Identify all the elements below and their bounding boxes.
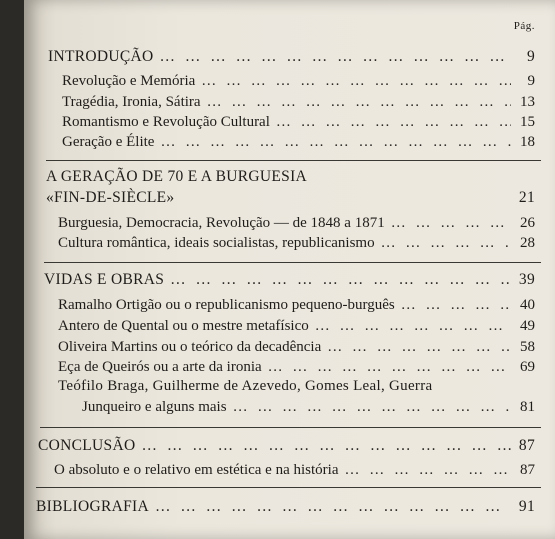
toc-entry-title: CONCLUSÃO <box>38 437 136 454</box>
toc-subentry-page: 69 <box>520 359 535 375</box>
toc-subentry-label: Revolução e Memória <box>62 73 196 89</box>
toc-subentry[interactable] <box>62 113 535 131</box>
leader-dots <box>170 271 511 289</box>
toc-subentry-label: Oliveira Martins ou o teórico da decadência <box>58 339 322 355</box>
toc-subentry-label: Burguesia, Democracia, Revolução — de 1848 a 1871 <box>58 215 385 231</box>
toc-subentry[interactable] <box>58 214 535 232</box>
toc-entry-conclusao[interactable] <box>38 437 535 455</box>
toc-subentry[interactable] <box>58 358 535 376</box>
toc-subentry-page: 87 <box>520 462 535 478</box>
leader-dots <box>160 133 511 151</box>
leader-dots <box>345 461 512 479</box>
leader-dots <box>391 214 511 232</box>
toc-entry-page: 87 <box>518 437 535 454</box>
leader-dots <box>381 234 511 252</box>
toc-entry-vidas[interactable] <box>44 271 535 289</box>
toc-entry-bibliografia[interactable] <box>36 498 535 516</box>
leader-dots <box>201 72 511 90</box>
toc-subentry-page: 18 <box>520 134 535 150</box>
toc-entry-introducao[interactable] <box>48 48 535 66</box>
toc-subentry-label: Junqueiro e alguns mais <box>82 399 227 415</box>
toc-subentry-label: O absoluto e o relativo em estética e na história <box>54 462 339 478</box>
leader-dots <box>268 358 511 376</box>
toc-subentry[interactable] <box>82 398 535 416</box>
toc-entry-title: INTRODUÇÃO <box>48 48 154 65</box>
book-page <box>24 0 555 539</box>
toc-entry-page: 91 <box>518 498 535 515</box>
leader-dots <box>233 398 511 416</box>
toc-subentry-label: Ramalho Ortigão ou o republicanismo pequeno-burguês <box>58 297 395 313</box>
toc-subentry[interactable] <box>58 338 535 356</box>
toc-entry-page: 21 <box>518 189 535 206</box>
toc-subentry-label: Romantismo e Revolução Cultural <box>62 114 270 130</box>
toc-subentry-page: 28 <box>520 235 535 251</box>
leader-dots <box>401 296 511 314</box>
section-divider <box>36 487 541 488</box>
toc-subentry-label-line1: Teófilo Braga, Guilherme de Azevedo, Gomes Leal, Guerra <box>58 378 433 394</box>
page-column-label: Pág. <box>513 20 535 32</box>
toc-subentry-page: 26 <box>520 215 535 231</box>
toc-entry-title: «FIN-DE-SIÈCLE» <box>46 189 175 206</box>
leader-dots <box>276 113 511 131</box>
toc-subentry-label: Antero de Quental ou o mestre metafísico <box>58 318 309 334</box>
toc-subentry-label: Tragédia, Ironia, Sátira <box>62 94 201 110</box>
toc-subentry-page: 58 <box>520 339 535 355</box>
toc-entry-title: VIDAS E OBRAS <box>44 271 165 288</box>
toc-entry-title: BIBLIOGRAFIA <box>36 498 149 515</box>
toc-entry-geracao[interactable] <box>46 189 535 207</box>
toc-subentry-page: 13 <box>520 94 535 110</box>
leader-dots <box>315 317 511 335</box>
leader-dots <box>155 498 511 516</box>
toc-subentry-page: 81 <box>520 399 535 415</box>
toc-subentry-page: 9 <box>527 73 535 89</box>
toc-subentry-page: 15 <box>520 114 535 130</box>
toc-subentry[interactable] <box>62 93 535 111</box>
leader-dots <box>141 437 511 455</box>
toc-subentry-page: 40 <box>520 297 535 313</box>
leader-dots <box>207 93 511 111</box>
toc-subentry-label: Cultura romântica, ideais socialistas, republicanismo <box>58 235 375 251</box>
toc-subentry[interactable] <box>58 296 535 314</box>
toc-subentry[interactable] <box>58 234 535 252</box>
toc-subentry-label: Eça de Queirós ou a arte da ironia <box>58 359 262 375</box>
leader-dots <box>159 48 511 66</box>
toc-subentry[interactable] <box>62 72 535 90</box>
toc-subentry[interactable] <box>58 317 535 335</box>
section-divider <box>40 427 541 428</box>
toc-subentry[interactable] <box>62 133 535 151</box>
toc-subentry-label: Geração e Élite <box>62 134 155 150</box>
leader-dots <box>327 338 511 356</box>
toc-subentry[interactable] <box>54 461 535 479</box>
toc-subentry-page: 49 <box>520 318 535 334</box>
section-divider <box>44 262 541 263</box>
toc-entry-page: 39 <box>518 271 535 288</box>
toc-entry-title-line1: A GERAÇÃO DE 70 E A BURGUESIA <box>46 168 308 185</box>
section-divider <box>46 160 541 161</box>
toc-entry-page: 9 <box>526 48 535 65</box>
